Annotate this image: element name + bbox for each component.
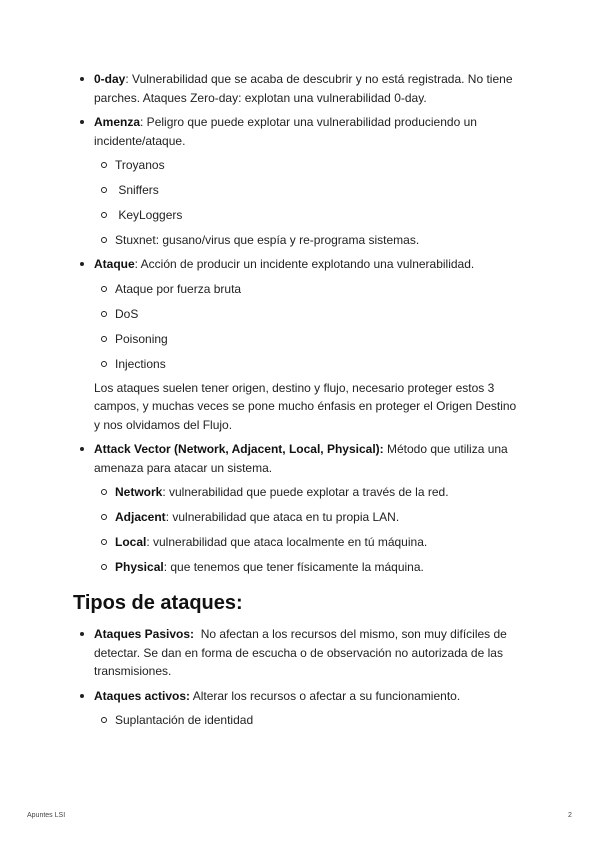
term-ataque: Ataque — [94, 257, 135, 271]
term-0day: 0-day — [94, 72, 126, 86]
sub-item-poisoning — [0, 330, 600, 348]
sub-item-troyanos — [0, 156, 600, 174]
list-item-0day — [0, 70, 600, 107]
list-item-amenza — [0, 113, 600, 150]
sub-item-sniffers — [0, 181, 600, 199]
term-network: Network — [115, 485, 163, 499]
sub-item-local — [0, 533, 600, 551]
definition-network: : vulnerabilidad que puede explotar a través de la red. — [162, 485, 449, 499]
sub-item-text: Injections — [115, 356, 166, 371]
definition-amenza: : Peligro que puede explotar una vulnerabilidad produciendo un incidente/ataque. — [94, 115, 477, 148]
sub-item-text: Stuxnet: gusano/virus que espía y re-programa sistemas. — [115, 233, 420, 247]
footer-page-number: 2 — [568, 812, 572, 819]
definition-adjacent: : vulnerabilidad que ataca en tu propia LAN. — [165, 510, 400, 524]
sub-item-text: KeyLoggers — [115, 208, 183, 222]
footer-document-title: Apuntes LSI — [27, 812, 66, 819]
sub-item-text: Suplantación de identidad — [115, 713, 254, 727]
list-item-ataques-activos — [0, 687, 600, 706]
definition-local: : vulnerabilidad que ataca localmente en tú máquina. — [146, 535, 428, 549]
term-adjacent: Adjacent — [115, 510, 166, 524]
sub-item-text: Ataque por fuerza bruta — [115, 281, 242, 296]
term-amenza: Amenza — [94, 115, 141, 129]
definition-physical: : que tenemos que tener físicamente la máquina. — [163, 560, 424, 574]
sub-item-adjacent — [0, 508, 600, 526]
term-local: Local — [115, 535, 147, 549]
sub-item-dos — [0, 305, 600, 323]
list-item-ataques-pasivos — [0, 625, 600, 681]
sub-item-fuerza-bruta — [0, 280, 600, 298]
definition-ataque: : Acción de producir un incidente explotando una vulnerabilidad. — [134, 257, 475, 271]
definition-0day: : Vulnerabilidad que se acaba de descubrir y no está registrada. No tiene parches. Ataques Zero-day: explotan una vulnerabilidad 0-day. — [94, 72, 513, 105]
definition-ataques-pasivos: No afectan a los recursos del mismo, son muy difíciles de detectar. Se dan en forma de escucha o de observación no autorizada de las transmisiones. — [94, 627, 511, 678]
sub-item-suplantacion — [0, 711, 600, 729]
definition-ataques-activos: Alterar los recursos o afectar a su funcionamiento. — [190, 688, 461, 703]
list-item-attack-vector — [0, 440, 600, 477]
sub-item-stuxnet — [0, 231, 600, 249]
sub-item-text: Poisoning — [115, 331, 168, 346]
document-content — [0, 70, 600, 729]
term-attack-vector: Attack Vector (Network, Adjacent, Local, Physical): — [94, 442, 384, 456]
sub-item-text: Troyanos — [115, 158, 165, 172]
term-physical: Physical — [115, 560, 164, 574]
sub-item-text: Sniffers — [115, 183, 159, 197]
term-ataques-pasivos: Ataques Pasivos: — [94, 627, 195, 641]
sub-item-physical — [0, 558, 600, 576]
term-ataques-activos: Ataques activos: — [94, 688, 191, 703]
list-item-ataque — [0, 255, 600, 274]
ataques-paragraph: Los ataques suelen tener origen, destino y flujo, necesario proteger estos 3 campos, y muchas veces se pone mucho énfasis en proteger el Origen Destino y nos olvidamos del Flujo. — [94, 380, 517, 432]
section-heading: Tipos de ataques: — [73, 592, 243, 614]
sub-item-text: DoS — [115, 306, 139, 321]
sub-item-keyloggers — [0, 206, 600, 224]
sub-item-network — [0, 483, 600, 501]
definition-attack-vector: Método que utiliza una amenaza para atacar un sistema. — [94, 442, 508, 475]
sub-item-injections — [0, 355, 600, 373]
